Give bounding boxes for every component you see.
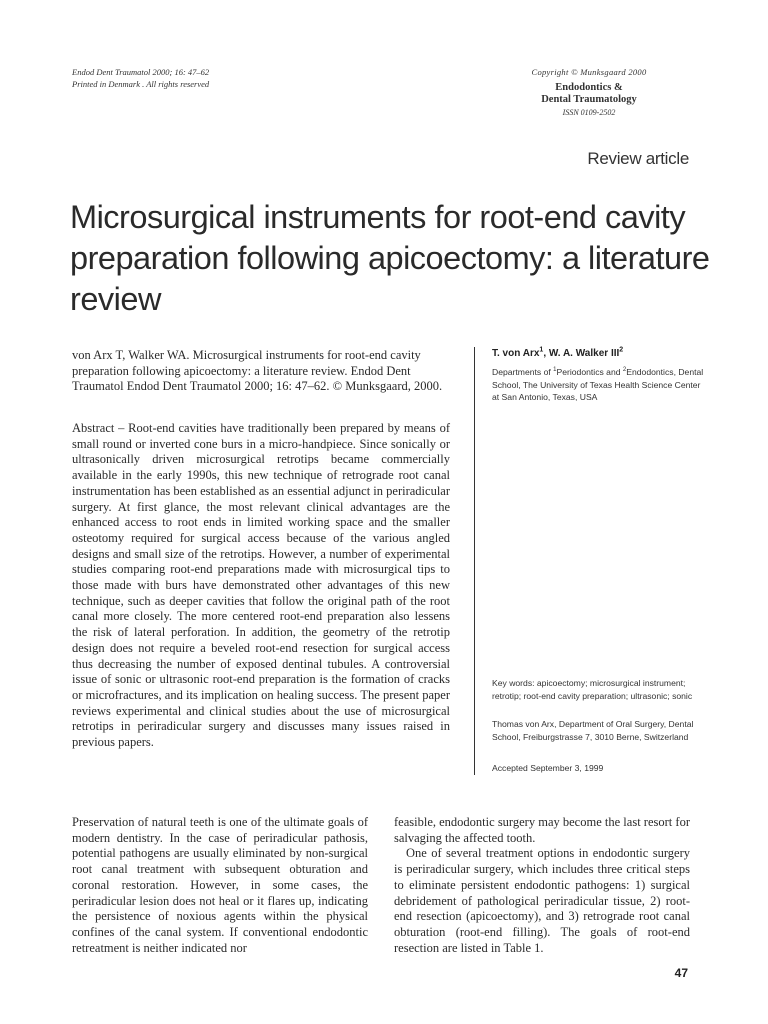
running-header-citation: [72, 66, 209, 90]
journal-masthead: [489, 66, 689, 119]
affiliation-rest: Endodontics, Dental School, The University of Texas Health Science Center at San Antonio, Texas, USA: [492, 367, 704, 403]
body-column-right: [394, 815, 690, 956]
affiliation-dept: Periodontics and: [556, 367, 623, 377]
affiliation-mark: 2: [622, 367, 627, 374]
author-affiliation-mark: 2: [619, 346, 624, 354]
journal-citation-line: Endod Dent Traumatol 2000; 16: 47–62: [72, 67, 210, 77]
author-name: T. von Arx: [492, 348, 540, 359]
journal-name-line1: Endodontics &: [555, 82, 623, 93]
affiliation: [492, 366, 707, 404]
issn: ISSN 0109-2502: [562, 108, 616, 117]
author-affiliation-mark: 1: [539, 346, 544, 354]
accepted-date: Accepted September 3, 1999: [492, 763, 604, 773]
body-paragraph: One of several treatment options in endodontic surgery is periradicular surgery, which includes three critical steps to eliminate persistent endodontic pathogens: 1) surgical debridement of pathological periradicular tissue, 2) root-end resection (apicoectomy), and 3) retrograde root canal obturation (root-end filling). The goals of root-end resection are listed in Table 1.: [394, 846, 690, 955]
journal-name-line2: Dental Traumatology: [541, 94, 637, 105]
affiliation-mark: 1: [553, 367, 557, 374]
author-separator: ,: [543, 348, 549, 359]
page-number: 47: [674, 966, 688, 980]
printing-notice: Printed in Denmark . All rights reserved: [72, 79, 210, 89]
abstract: Abstract – Root-end cavities have traditionally been prepared by means of small round or inverted cone burs in a micro-handpiece. Since sonically or ultrasonically driven microsurgical retrotips became commercially available in the early 1990s, this new technique of retrograde root canal instrumentation has been established as an essential adjunct in periradicular surgery. At first glance, the most relevant clinical advantages are the enhanced access to root ends in limited working space and the smaller osteotomy required for surgical access because of the various angled designs and small size of the retrotips. However, a number of experimental studies comparing root-end preparations made with microsurgical tips to those made with burs have demonstrated other advantages of this new technique, such as deeper cavities that follow the original path of the root canal more closely. The more centered root-end preparation also lessens the risk of lateral perforation. In addition, the geometry of the retrotip design does not require a beveled root-end resection for surgical access thus decreasing the number of exposed dentinal tubules. A controversial issue of sonic or ultrasonic root-end preparation is the formation of cracks or microfractures, and its implication on healing success. The present paper reviews experimental and clinical studies about the use of microsurgical retrotips in periradicular surgery and discusses many issues raised in previous papers.: [72, 421, 451, 750]
copyright-line: Copyright © Munksgaard 2000: [531, 67, 647, 77]
affiliation-prefix: Departments of: [492, 367, 554, 377]
citation-block: von Arx T, Walker WA. Microsurgical instruments for root-end cavity preparation following apicoectomy: a literature review. Endod Dent Traumatol Endod Dent Traumatol 2000; 16: 47–62. © Munksgaard, 2000.: [72, 348, 443, 393]
body-column-left: [72, 815, 368, 956]
author-list: [492, 348, 702, 359]
article-title: Microsurgical instruments for root-end cavity preparation following apicoectomy: a literature review: [70, 199, 710, 317]
correspondence-address: Thomas von Arx, Department of Oral Surgery, Dental School, Freiburgstrasse 7, 3010 Berne, Switzerland: [492, 719, 694, 742]
body-paragraph: Preservation of natural teeth is one of the ultimate goals of modern dentistry. In the case of periradicular pathosis, potential pathogens are usually eliminated by non-surgical root canal treatment with subsequent obturation and coronal restoration. However, in some cases, the periradicular lesion does not heal or it flares up, indicating the persistence of noxious agents within the physical confines of the canal system. If conventional endodontic retreatment is neither indicated nor: [72, 815, 368, 955]
author-name: W. A. Walker III: [548, 348, 620, 359]
body-paragraph: feasible, endodontic surgery may become the last resort for salvaging the affected tooth.: [394, 815, 690, 845]
keywords: Key words: apicoectomy; microsurgical instrument; retrotip; root-end cavity preparation; ultrasonic; sonic: [492, 678, 693, 701]
column-divider: [474, 347, 475, 775]
article-type-label: Review article: [587, 149, 689, 168]
